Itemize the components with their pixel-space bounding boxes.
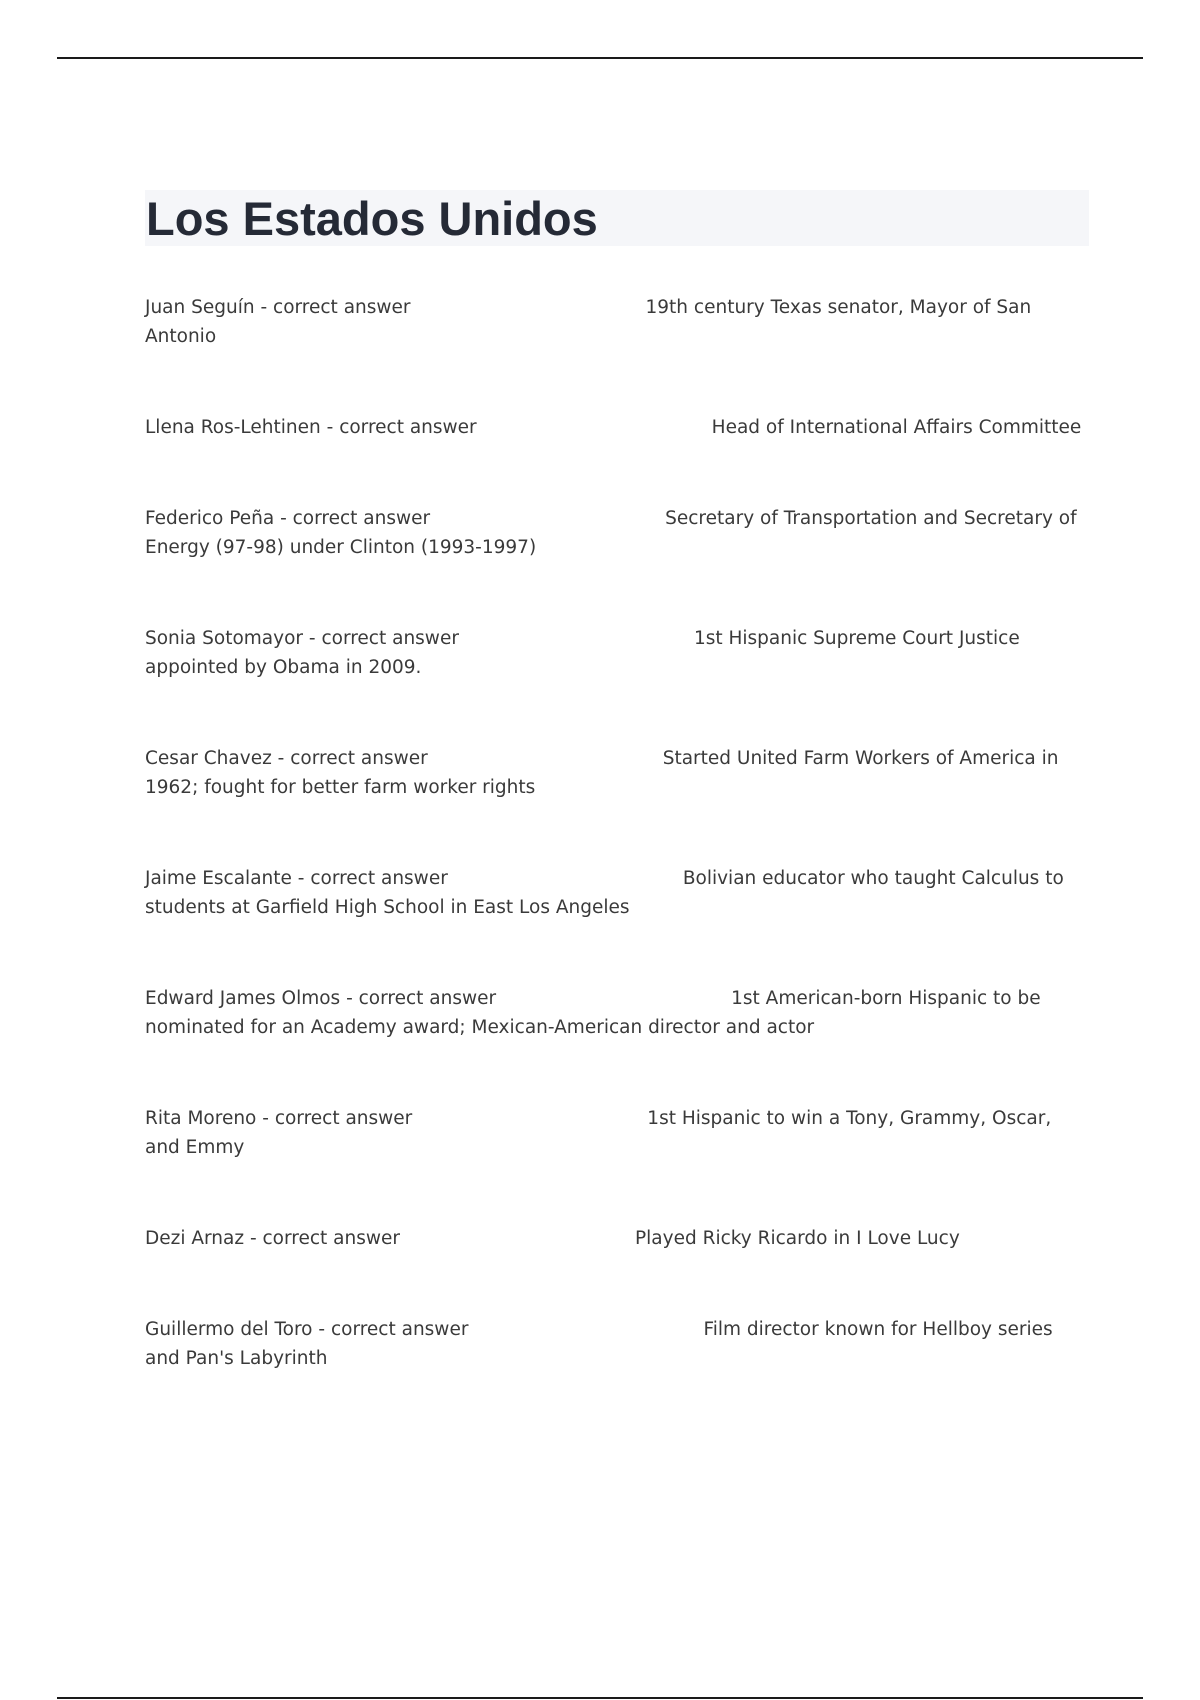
list-item bbox=[145, 864, 1085, 922]
entry-definition: Head of International Affairs Committee bbox=[711, 417, 1082, 438]
entry-label: correct answer bbox=[310, 868, 448, 889]
entry-label: correct answer bbox=[290, 748, 428, 769]
entry-label: correct answer bbox=[330, 1319, 469, 1340]
entry-term: Juan Seguín bbox=[145, 297, 255, 318]
page-title: Los Estados Unidos bbox=[146, 192, 598, 245]
entry-term: Jaime Escalante bbox=[145, 868, 292, 889]
list-item bbox=[145, 1224, 1085, 1253]
entry-separator: - bbox=[340, 988, 359, 1009]
entry-definition: 1st Hispanic Supreme Court Justice appointed by Obama in 2009. bbox=[145, 628, 1026, 678]
entry-definition: Bolivian educator who taught Calculus to students at Garfield High School in East Los Angeles bbox=[145, 868, 1070, 918]
entry-term: Cesar Chavez bbox=[145, 748, 272, 769]
entry-term: Dezi Arnaz bbox=[145, 1228, 245, 1249]
list-item bbox=[145, 744, 1085, 802]
entry-label: correct answer bbox=[358, 988, 497, 1009]
entry-label: correct answer bbox=[273, 297, 411, 318]
entry-label: correct answer bbox=[321, 628, 459, 649]
entry-separator: - bbox=[256, 1108, 275, 1129]
entry-label: correct answer bbox=[262, 1228, 400, 1249]
entry-term: Federico Peña bbox=[145, 508, 275, 529]
entry-definition: 19th century Texas senator, Mayor of San Antonio bbox=[145, 297, 1038, 347]
list-item bbox=[145, 293, 1085, 351]
top-rule bbox=[57, 57, 1143, 59]
entry-separator: - bbox=[271, 748, 291, 769]
entry-definition: Film director known for Hellboy series and Pan's Labyrinth bbox=[145, 1319, 1059, 1369]
list-item bbox=[145, 1315, 1085, 1373]
list-item bbox=[145, 1104, 1085, 1162]
entry-label: correct answer bbox=[274, 1108, 413, 1129]
entry-separator: - bbox=[274, 508, 293, 529]
entry-term: Rita Moreno bbox=[145, 1108, 257, 1129]
entry-definition: 1st Hispanic to win a Tony, Grammy, Oscar, and Emmy bbox=[145, 1108, 1058, 1158]
entry-term: Guillermo del Toro bbox=[145, 1319, 313, 1340]
bottom-rule bbox=[57, 1697, 1143, 1699]
entry-definition: Played Ricky Ricardo in I Love Lucy bbox=[635, 1228, 960, 1249]
entry-term: Llena Ros-Lehtinen bbox=[145, 417, 321, 438]
entry-separator: - bbox=[320, 417, 340, 438]
entry-definition: Started United Farm Workers of America in 1962; fought for better farm worker rights bbox=[145, 748, 1065, 798]
entry-separator: - bbox=[303, 628, 322, 649]
entry-separator: - bbox=[254, 297, 274, 318]
entry-term: Sonia Sotomayor bbox=[145, 628, 304, 649]
entry-label: correct answer bbox=[339, 417, 477, 438]
list-item bbox=[145, 984, 1085, 1042]
entry-list bbox=[145, 293, 1085, 1435]
entry-separator: - bbox=[291, 868, 311, 889]
entry-definition: 1st American-born Hispanic to be nominated for an Academy award; Mexican-American director and actor bbox=[145, 988, 1047, 1038]
entry-separator: - bbox=[312, 1319, 331, 1340]
entry-separator: - bbox=[244, 1228, 263, 1249]
entry-definition: Secretary of Transportation and Secretary of Energy (97-98) under Clinton (1993-1997) bbox=[145, 508, 1083, 558]
entry-term: Edward James Olmos bbox=[145, 988, 341, 1009]
entry-label: correct answer bbox=[292, 508, 431, 529]
list-item bbox=[145, 504, 1085, 562]
list-item bbox=[145, 624, 1085, 682]
list-item bbox=[145, 413, 1085, 442]
